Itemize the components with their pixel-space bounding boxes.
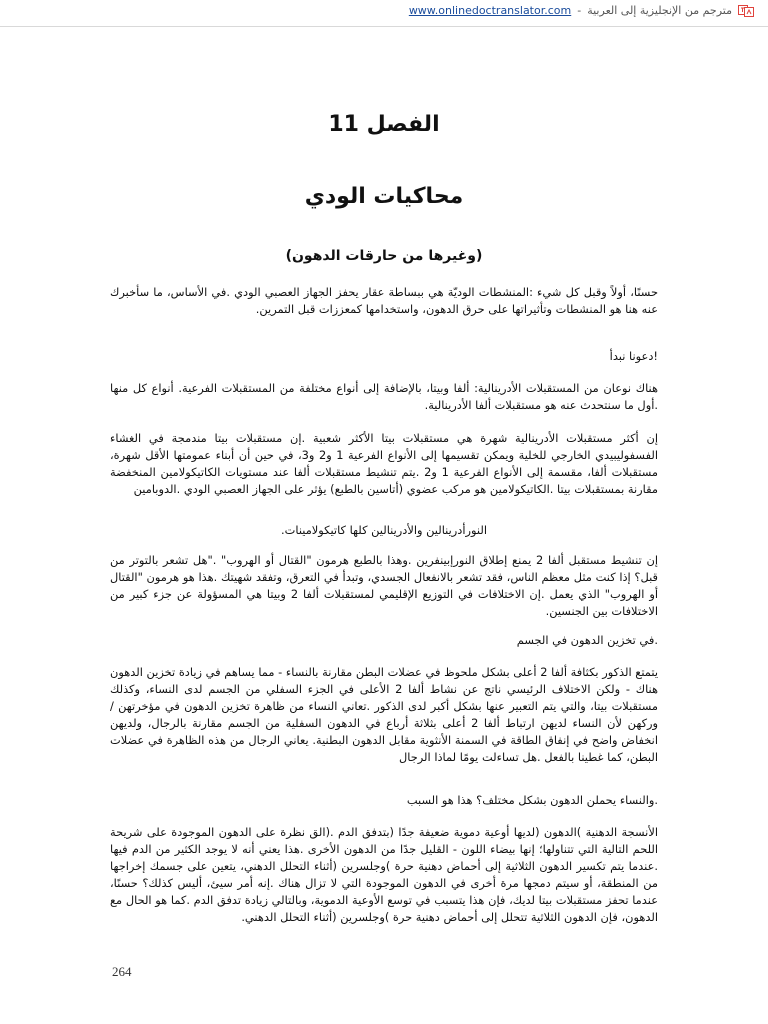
chapter-title: الفصل 11 <box>328 112 440 137</box>
translator-header-bar <box>0 0 768 27</box>
paragraph-gender-differences: يتمتع الذكور بكثافة ألفا 2 أعلى بشكل ملحوظ في عضلات البطن مقارنة بالنساء - مما يساهم في زيادة تخزين الدهون هناك - ولكن الاختلاف الرئيسي ناتج عن نشاط ألفا 2 الأعلى في الجزء السفلي من الجسم لدى النساء، وكذلك مستقبلات بيتا، والتي يتم التعبير عنها بشكل أكبر لدى الذكور .تعاني النساء من ظاهرة تخزين الدهون في مؤخرتهن /وركهن لأن النساء لديهن ارتباط ألفا 2 أعلى بثلاثة أرباع في الدهون السفلية من الجسم مقارنة بالرجال، ولديهن انخفاض واضح في إنفاق الطاقة في السمنة الأنثوية مقابل الدهون البطنية. يعاني الرجال من هذه الظاهرة في عضلات البطن، كما غطينا بالفعل .هل تساءلت يومًا لماذا الرجال <box>110 665 658 764</box>
document-page <box>110 26 658 1024</box>
paragraph-receptor-types: هناك نوعان من المستقبلات الأدرينالية: ألفا وبيتا، بالإضافة إلى أنواع مختلفة من المستقبلات الفرعية. أنواع كل منها .أول ما سنتحدث عنه هو مستقبلات ألفا الأدرينالية. <box>110 381 658 412</box>
header-separator: - <box>577 4 582 17</box>
paragraph-adipose-tissue: الأنسجة الدهنية )الدهون (لديها أوعية دموية ضعيفة جدًا (بتدفق الدم .(الق نظرة على الدهون الموجودة على شريحة اللحم التالية التي تتناولها؛ إنها بيضاء اللون - القليل جدًا من الدهون الأخرى .هذا يعني أنه لا يوجد الكثير من الدم فيها .عندما يتم تكسير الدهون الثلاثية إلى أحماض دهنية حرة )وجلسرين (أثناء التحلل الدهني، يتعين على جسمك إخراجها من المنطقة، أو سيتم دمجها مرة أخرى في الدهون الموجودة التي لا تزال هناك .إنه أمر سيئ، أليس كذلك؟ حسنًا، عندما تحفز مستقبلات بيتا لديك، فإن هذا يتسبب في توسع الأوعية الدموية، وبالتالي زيادة تدفق الدم .كما هو الحال مع الدهون، فإن الدهون الثلاثية تتحلل إلى أحماض دهنية حرة )وجلسرين (أثناء التحلل الدهني. <box>110 825 658 924</box>
page-number: 264 <box>112 964 132 979</box>
paragraph-intro: حسنًا، أولاً وقبل كل شيء :المنشطات الوديّة هي ببساطة عقار يحفز الجهاز العصبي الودي .في الأساس، ما سأخبرك عنه هنا هو المنشطات وتأثيراتها على حرق الدهون، واستخدامها كمعززات قبل التمرين. <box>110 285 658 316</box>
translator-site-link[interactable]: www.onlinedoctranslator.com <box>408 4 572 17</box>
header-content <box>409 4 754 17</box>
paragraph-why-different: .والنساء يحملن الدهون بشكل مختلف؟ هذا هو السبب <box>406 793 658 807</box>
paragraph-fat-storage-heading: .في تخزين الدهون في الجسم <box>516 633 658 647</box>
paragraph-beta-receptors: إن أكثر مستقبلات الأدرينالية شهرة هي مستقبلات بيتا الأكثر شعبية .إن مستقبلات بيتا مندمجة في الغشاء الفسفوليبيدي الخارجي للخلية ويمكن تقسيمها إلى الأنواع الفرعية 1 و2 و3، في حين أن أبناء عمومتها الأقل شهرة، مستقبلات ألفا، مقسمة إلى الأنواع الفرعية 1 و2 .يتم تنشيط مستقبلات ألفا عند مستويات الكاتيكولامين المنخفضة مقارنة بمستقبلات بيتا .الكاتيكولامين هو مركب عضوي (أتاسين بالطبع) يؤثر على الجهاز العصبي الودي .الدوبامين <box>110 431 659 496</box>
translator-logo-icon <box>738 5 754 17</box>
chapter-subheading: (وغيرها من حارقات الدهون) <box>285 248 483 264</box>
paragraph-catecholamines: النورأدرينالين والأدرينالين كلها كاتيكولامينات. <box>281 523 487 537</box>
translation-label: مترجم من الإنجليزية إلى العربية <box>587 4 732 17</box>
paragraph-alpha2-activation: إن تنشيط مستقبل ألفا 2 يمنع إطلاق النورإبينفرين .وهذا بالطبع هرمون "القتال أو الهروب" ."هل تشعر بالتوتر من قبل؟ إذا كنت مثل معظم الناس، فقد تشعر بالانفعال الجسدي، وتبدأ في التعرق، وتفقد شهيتك .هذا هو هرمون "القتال أو الهروب" الذي يعمل .إن الاختلافات في التوزيع الإقليمي لمستقبلات ألفا 2 وبيتا هي المسؤولة عن جزء كبير من الاختلافات بين الجنسين. <box>110 553 658 618</box>
chapter-subtitle: محاكيات الودي <box>304 184 464 209</box>
paragraph-lets-begin: !دعونا نبدأ <box>609 349 658 363</box>
